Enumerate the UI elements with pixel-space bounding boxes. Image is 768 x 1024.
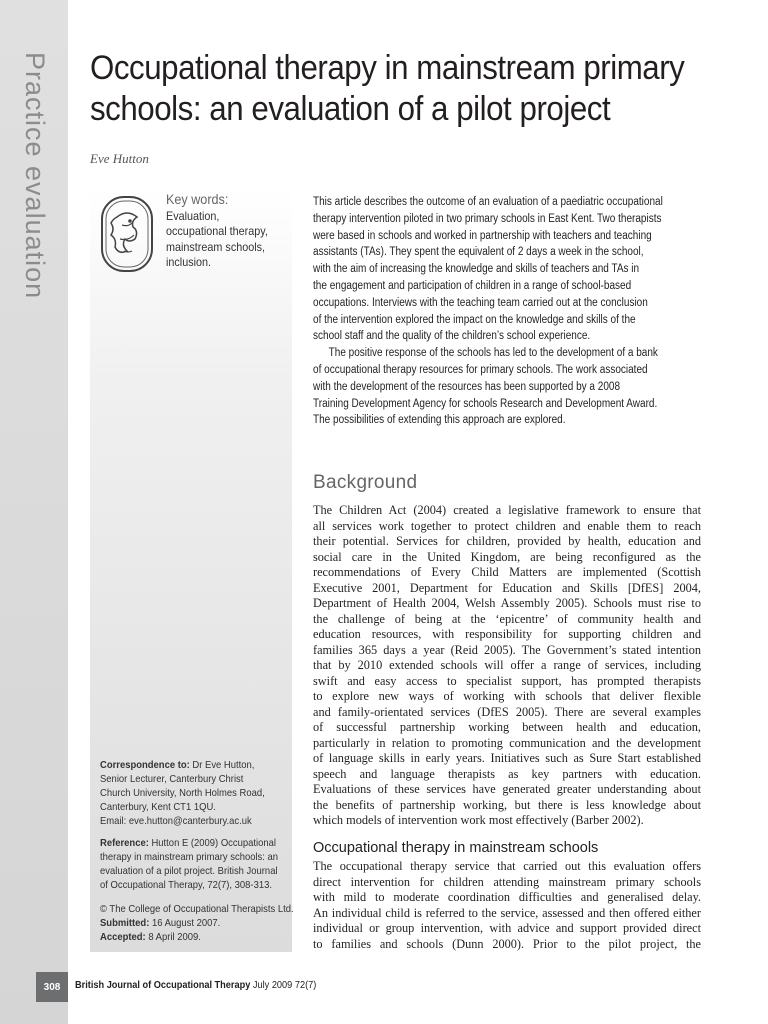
correspondence-first-line — [100, 758, 269, 772]
body-line: individual or group intervention, with advice and support provided direct — [313, 921, 701, 935]
abstract-line: therapy intervention piloted in two primary schools in East Kent. Two therapists — [313, 212, 662, 225]
body-line: their potential. Services for children, provided by health, education and — [313, 534, 701, 548]
body-line: with mild to moderate coordination difficulties and generalised delay. — [313, 890, 701, 904]
body-line: Evaluations of these services have generated greater understanding about — [313, 782, 701, 796]
abstract-line: of occupational therapy resources for primary schools. The work associated — [313, 363, 648, 376]
title-line: Occupational therapy in mainstream primary — [90, 49, 685, 87]
abstract-line: This article describes the outcome of an evaluation of a paediatric occupational — [313, 196, 663, 208]
abstract-line: The possibilities of extending this approach are explored. — [313, 414, 566, 427]
correspondence-email: Email: eve.hutton@canterbury.ac.uk — [100, 815, 252, 827]
body-line: that by 2010 extended schools will offer a range of services, including — [313, 658, 701, 672]
body-line: to explore new ways of working with schools that deliver flexible — [313, 689, 701, 703]
journal-issue: July 2009 72(7) — [250, 980, 317, 991]
reference-label: Reference: — [100, 837, 149, 849]
abstract-line: of the intervention explored the impact on the knowledge and skills of the — [313, 313, 636, 326]
page-number: 308 — [36, 972, 68, 1002]
abstract-line: school staff and the quality of the children’s school experience. — [313, 330, 591, 343]
body-line: the benefits of partnership working, but there is less knowledge about — [313, 797, 701, 812]
reference-line: evaluation of a pilot project. British Journal — [100, 865, 278, 877]
body-line: all services work together to protect children and enable them to reach — [313, 518, 701, 533]
section-heading-ot: Occupational therapy in mainstream schools — [313, 840, 599, 856]
body-line: families 365 days a year (Reid 2005). The Government’s stated intention — [313, 642, 701, 657]
keyword-line: inclusion. — [166, 255, 212, 269]
submitted-date — [100, 916, 269, 930]
publication-info — [100, 902, 294, 944]
keywords-block — [166, 192, 278, 271]
abstract-paragraph — [313, 194, 678, 345]
side-strip — [0, 0, 68, 1024]
reference-first-line — [100, 836, 276, 850]
abstract-line: assistants (TAs). They spent the equivalent of 2 days a week in the school, — [313, 246, 644, 259]
reference-line: of Occupational Therapy, 72(7), 308-313. — [100, 879, 272, 891]
keyword-line: Evaluation, — [166, 208, 220, 223]
body-line: speech and language therapists as key partners with education. — [313, 766, 701, 781]
body-line: Department of Health 2004, Welsh Assembly 2005). Schools must rise to — [313, 596, 701, 610]
reference-block — [100, 836, 279, 892]
abstract — [313, 194, 678, 429]
body-line: and family-orientated services (DfES 2005). There are several examples — [313, 704, 701, 719]
accepted-label: Accepted: — [100, 931, 146, 943]
keyword-line: occupational therapy, — [166, 224, 268, 238]
reference-line: therapy in mainstream primary schools: an — [100, 851, 279, 863]
abstract-line: with the aim of increasing the knowledge and skills of teachers and TAs in — [313, 263, 640, 276]
copyright-notice: © The College of Occupational Therapists Ltd. — [100, 903, 294, 915]
body-line: Executive 2001, Department for Education and Skills [DfES] 2004, — [313, 580, 701, 595]
abstract-line: Training Development Agency for schools Research and Development Award. — [313, 397, 658, 410]
abstract-line: The positive response of the schools has led to the development of a bank — [328, 347, 658, 360]
submitted-value: 16 August 2007. — [149, 917, 221, 929]
keywords-heading: Key words: — [166, 191, 229, 207]
correspondence-line: Senior Lecturer, Canterbury Christ — [100, 773, 244, 785]
article-title — [90, 48, 688, 130]
body-line: The occupational therapy service that carried out this evaluation offers — [313, 859, 701, 873]
journal-name: British Journal of Occupational Therapy — [75, 980, 251, 991]
ot-section-text — [313, 859, 701, 952]
section-heading-background: Background — [313, 472, 418, 493]
body-line: An individual child is referred to the service, assessed and then offered either — [313, 905, 701, 920]
abstract-line: occupations. Interviews with the teaching team carried out at the conclusion — [313, 296, 648, 309]
section-label: Practice evaluation — [20, 52, 50, 300]
journal-emblem-icon — [100, 195, 154, 273]
body-line: social care in the United Kingdom, are being reconfigured as the — [313, 549, 701, 564]
correspondence-line: Canterbury, Kent CT1 1QU. — [100, 801, 216, 813]
reference-text: Hutton E (2009) Occupational — [148, 837, 276, 849]
abstract-line: the engagement and participation of children in a range of school-based — [313, 279, 632, 292]
correspondence-line: Church University, North Holmes Road, — [100, 787, 265, 799]
body-line: of language skills in early years. Initiatives such as Sure Start established — [313, 751, 701, 765]
submitted-label: Submitted: — [100, 917, 150, 929]
body-line: particularly in relation to promoting communication and the development — [313, 735, 701, 750]
correspondence-label: Correspondence to: — [100, 759, 190, 771]
body-line: swift and easy access to specialist support, has prompted therapists — [313, 673, 701, 688]
body-line: the challenge of being at the ‘epicentre’ of community health and — [313, 611, 701, 626]
abstract-paragraph — [313, 345, 678, 429]
body-line: direct intervention for children attending mainstream primary schools — [313, 874, 701, 889]
abstract-line: with the development of the resources has been supported by a 2008 — [313, 380, 621, 393]
body-line: The Children Act (2004) created a legislative framework to ensure that — [313, 503, 701, 517]
correspondence-block — [100, 758, 269, 828]
body-line: to families and schools (Dunn 2000). Prior to the pilot project, the — [313, 936, 701, 951]
abstract-line: were based in schools and worked in partnership with teachers and teaching — [313, 229, 652, 242]
body-line: recommendations of Every Child Matters are implemented (Scottish — [313, 565, 701, 579]
correspondence-name: Dr Eve Hutton, — [189, 759, 255, 771]
author-name: Eve Hutton — [90, 151, 149, 166]
keyword-line: mainstream schools, — [166, 239, 266, 254]
body-line: which models of intervention work most effectively (Barber 2002). — [313, 813, 644, 827]
title-line: schools: an evaluation of a pilot project — [90, 90, 611, 128]
body-line: education resources, with responsibility for supporting children and — [313, 627, 701, 641]
accepted-date — [100, 930, 269, 944]
body-line: of successful partnership working between health and education, — [313, 720, 701, 734]
accepted-value: 8 April 2009. — [145, 931, 201, 943]
footer-journal — [75, 980, 316, 991]
background-text — [313, 503, 701, 829]
